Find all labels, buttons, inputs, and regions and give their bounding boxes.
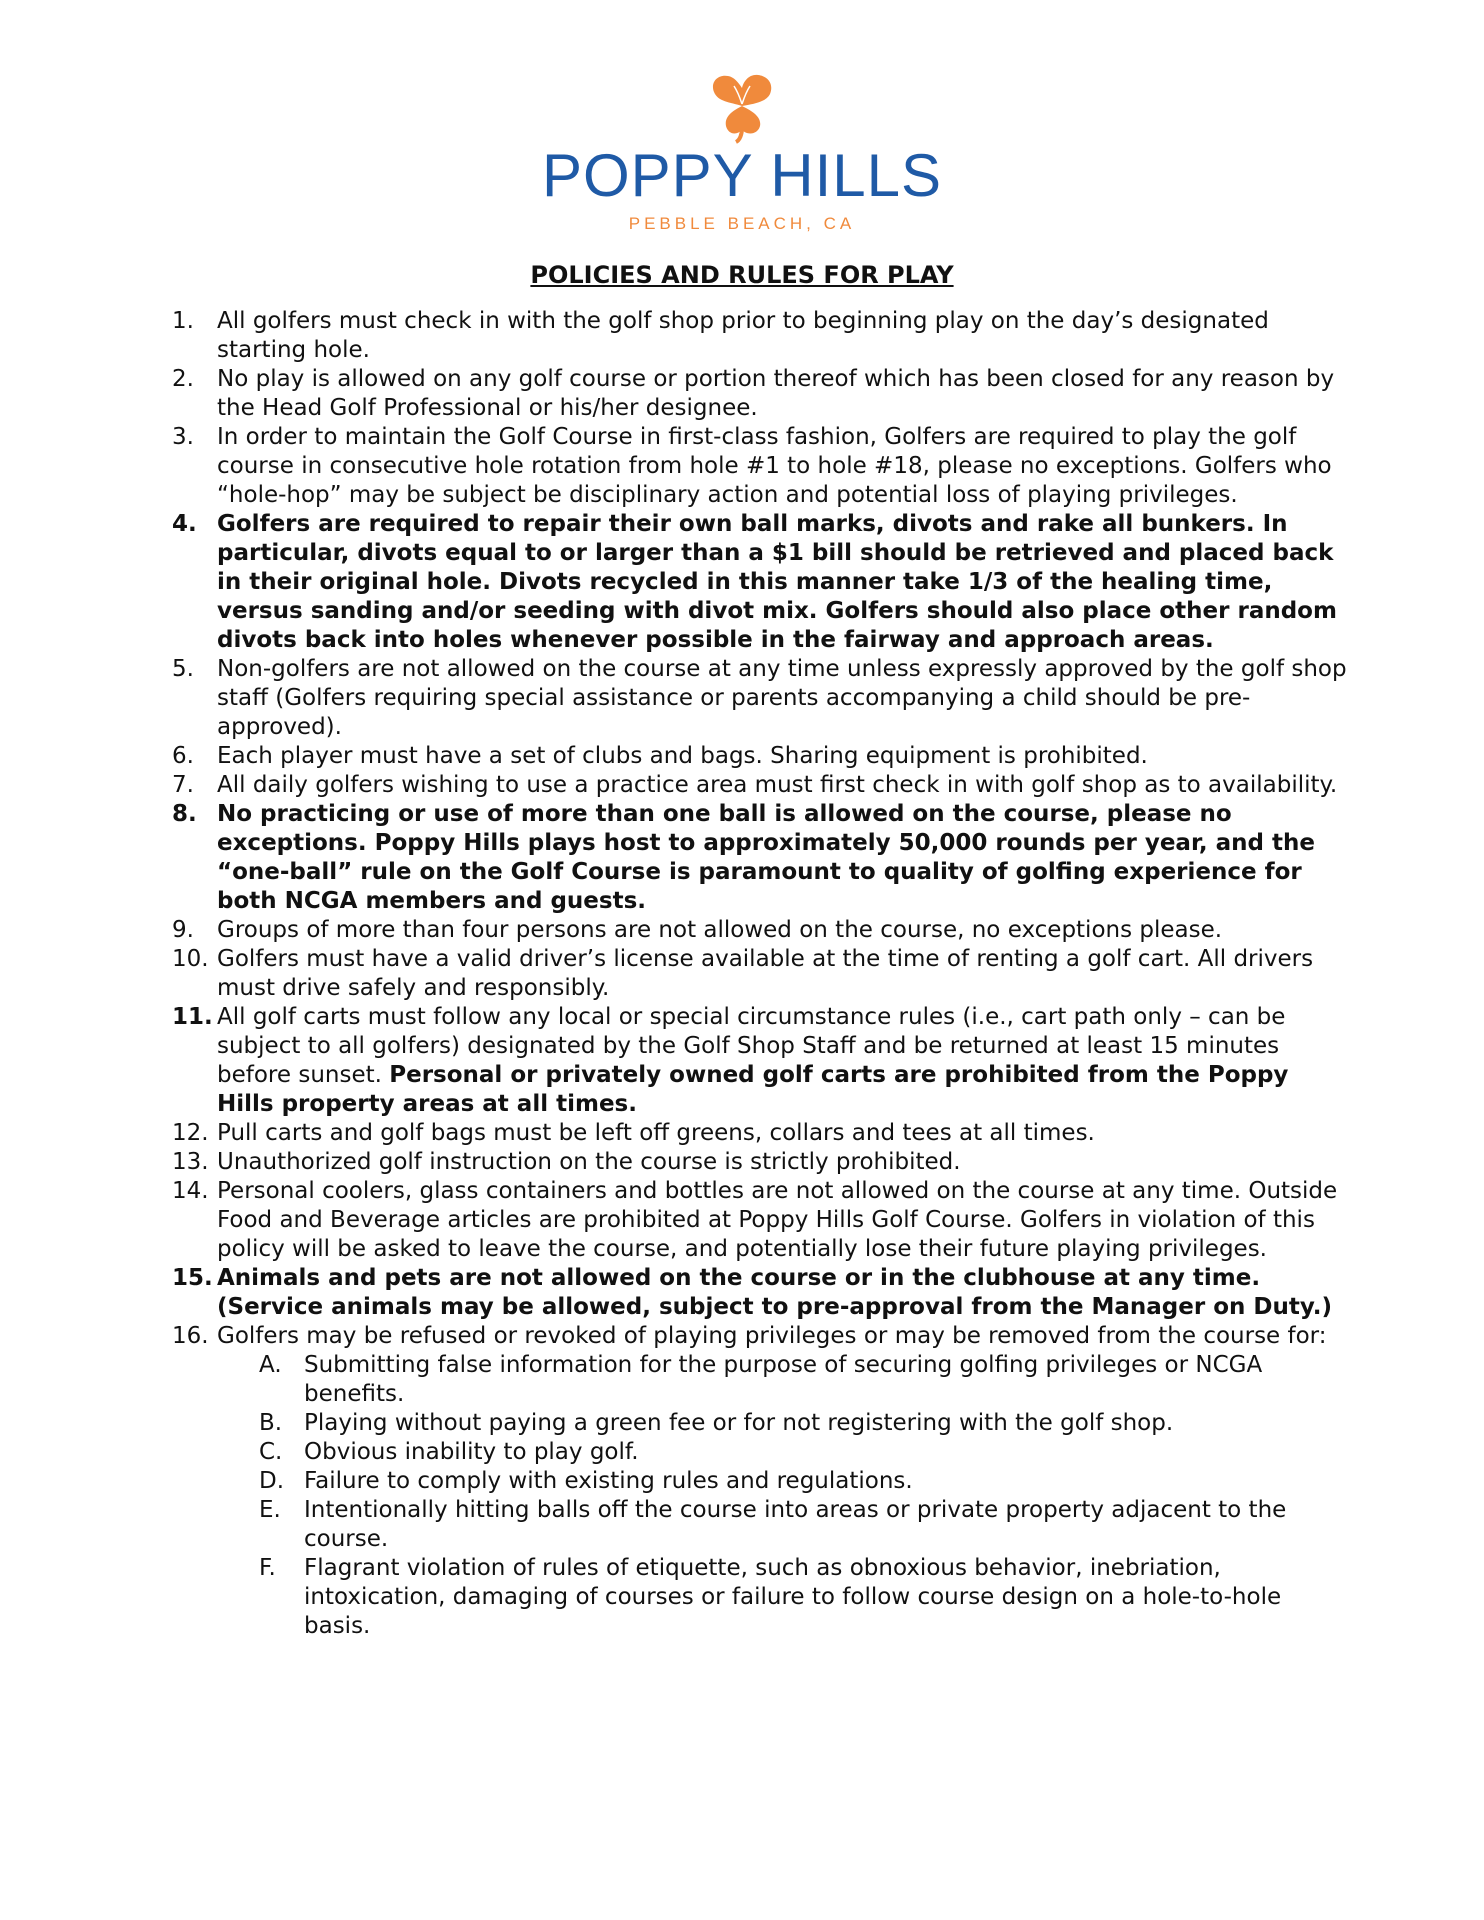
subrule-item [259,1351,1352,1409]
rule-number: 6. [172,743,194,769]
subrule-item [259,1438,1352,1467]
rule-item [172,423,1352,510]
rule-bold-text: Personal or privately owned golf carts are prohibited from the Poppy Hills property areas at all times. [217,1062,1289,1117]
rule-number: 14. [172,1178,209,1204]
rule-item [172,307,1352,365]
subrules-list [217,1351,1352,1641]
rule-number: 1. [172,308,194,334]
rule-number: 11. [172,1004,213,1030]
rule-number: 10. [172,946,209,972]
rule-item [172,1322,1352,1641]
rule-text: Non-golfers are not allowed on the course at any time unless expressly approved by the golf shop staff (Golfers requiring special assistance or parents accompanying a child should be pre-approved). [217,656,1347,740]
rule-text: Each player must have a set of clubs and bags. Sharing equipment is prohibited. [217,743,1148,769]
rule-item [172,365,1352,423]
rule-text: Golfers may be refused or revoked of playing privileges or may be removed from the course for: [217,1323,1327,1349]
subrule-letter: E. [259,1497,281,1523]
rule-item [172,771,1352,800]
subrule-text: Obvious inability to play golf. [304,1439,639,1465]
rule-item [172,655,1352,742]
rule-item [172,510,1352,655]
subrule-text: Flagrant violation of rules of etiquette, such as obnoxious behavior, inebriation, intoxication, damaging of courses or failure to follow course design on a hole-to-hole basis. [304,1555,1282,1639]
rule-item [172,742,1352,771]
logo [0,72,1484,234]
rule-item [172,800,1352,916]
rule-item [172,1264,1352,1322]
rule-text: All daily golfers wishing to use a practice area must first check in with golf shop as to availability. [217,772,1338,798]
rule-number: 7. [172,772,194,798]
rule-text: In order to maintain the Golf Course in first-class fashion, Golfers are required to play the golf course in consecutive hole rotation from hole #1 to hole #18, please no exceptions. Golfers who “hole-hop” may be subject be disciplinary action and potential loss of playing privileges. [217,424,1332,508]
subrule-letter: D. [259,1468,285,1494]
logo-name: POPPY HILLS [541,142,943,209]
rule-text: Unauthorized golf instruction on the course is strictly prohibited. [217,1149,961,1175]
rule-item [172,945,1352,1003]
subrule-item [259,1467,1352,1496]
rule-number: 4. [172,511,197,537]
rule-bold-text: Golfers are required to repair their own ball marks, divots and rake all bunkers. In particular, divots equal to or larger than a $1 bill should be retrieved and placed back in their original hole. Divots recycled in this manner take 1/3 of the healing time, versus sanding and/or seeding with divot mix. Golfers should also place other random divots back into holes whenever possible in the fairway and approach areas. [217,511,1337,653]
subrule-letter: C. [259,1439,283,1465]
subrule-letter: A. [259,1352,282,1378]
rule-bold-text: Animals and pets are not allowed on the course or in the clubhouse at any time. (Service animals may be allowed, subject to pre-approval from the Manager on Duty.) [217,1265,1332,1320]
subrule-item [259,1496,1352,1554]
subrule-text: Submitting false information for the purpose of securing golfing privileges or NCGA benefits. [304,1352,1263,1407]
rule-item [172,916,1352,945]
rule-item [172,1148,1352,1177]
subrule-text: Playing without paying a green fee or for not registering with the golf shop. [304,1410,1174,1436]
rule-item [172,1119,1352,1148]
subrule-item [259,1554,1352,1641]
rule-number: 3. [172,424,194,450]
rule-number: 2. [172,366,194,392]
rule-number: 8. [172,801,197,827]
subrule-letter: F. [259,1555,276,1581]
page-title: POLICIES AND RULES FOR PLAY [530,261,954,289]
rule-number: 5. [172,656,194,682]
logo-place: PEBBLE BEACH, CA [628,214,856,233]
rule-text: Groups of more than four persons are not allowed on the course, no exceptions please. [217,917,1223,943]
rule-text: All golfers must check in with the golf shop prior to beginning play on the day’s designated starting hole. [217,308,1269,363]
rule-number: 15. [172,1265,213,1291]
rule-bold-text: No practicing or use of more than one ball is allowed on the course, please no exceptions. Poppy Hills plays host to approximately 50,000 rounds per year, and the “one-ball” rule on the Golf Course is paramount to quality of golfing experience for both NCGA members and guests. [217,801,1315,914]
subrule-item [259,1409,1352,1438]
rule-text: Golfers must have a valid driver’s license available at the time of renting a golf cart. All drivers must drive safely and responsibly. [217,946,1314,1001]
subrule-letter: B. [259,1410,283,1436]
rule-number: 16. [172,1323,209,1349]
rule-text: Pull carts and golf bags must be left off greens, collars and tees at all times. [217,1120,1095,1146]
subrule-text: Failure to comply with existing rules and regulations. [304,1468,913,1494]
rule-item [172,1003,1352,1119]
rule-item [172,1177,1352,1264]
rule-text: Personal coolers, glass containers and bottles are not allowed on the course at any time. Outside Food and Beverage articles are prohibited at Poppy Hills Golf Course. Golfers in violation of this policy will be asked to leave the course, and potentially lose their future playing privileges. [217,1178,1338,1262]
rules-list [172,307,1352,1641]
rule-number: 13. [172,1149,209,1175]
rule-number: 9. [172,917,194,943]
subrule-text: Intentionally hitting balls off the course into areas or private property adjacent to the course. [304,1497,1287,1552]
poppy-flower-icon [704,72,780,144]
rule-text: All golf carts must follow any local or special circumstance rules (i.e., cart path only – can be subject to all golfers) designated by the Golf Shop Staff and be returned at least 15 minutes before sunset. [217,1004,1286,1088]
rule-number: 12. [172,1120,209,1146]
rule-text: No play is allowed on any golf course or portion thereof which has been closed for any reason by the Head Golf Professional or his/her designee. [217,366,1335,421]
